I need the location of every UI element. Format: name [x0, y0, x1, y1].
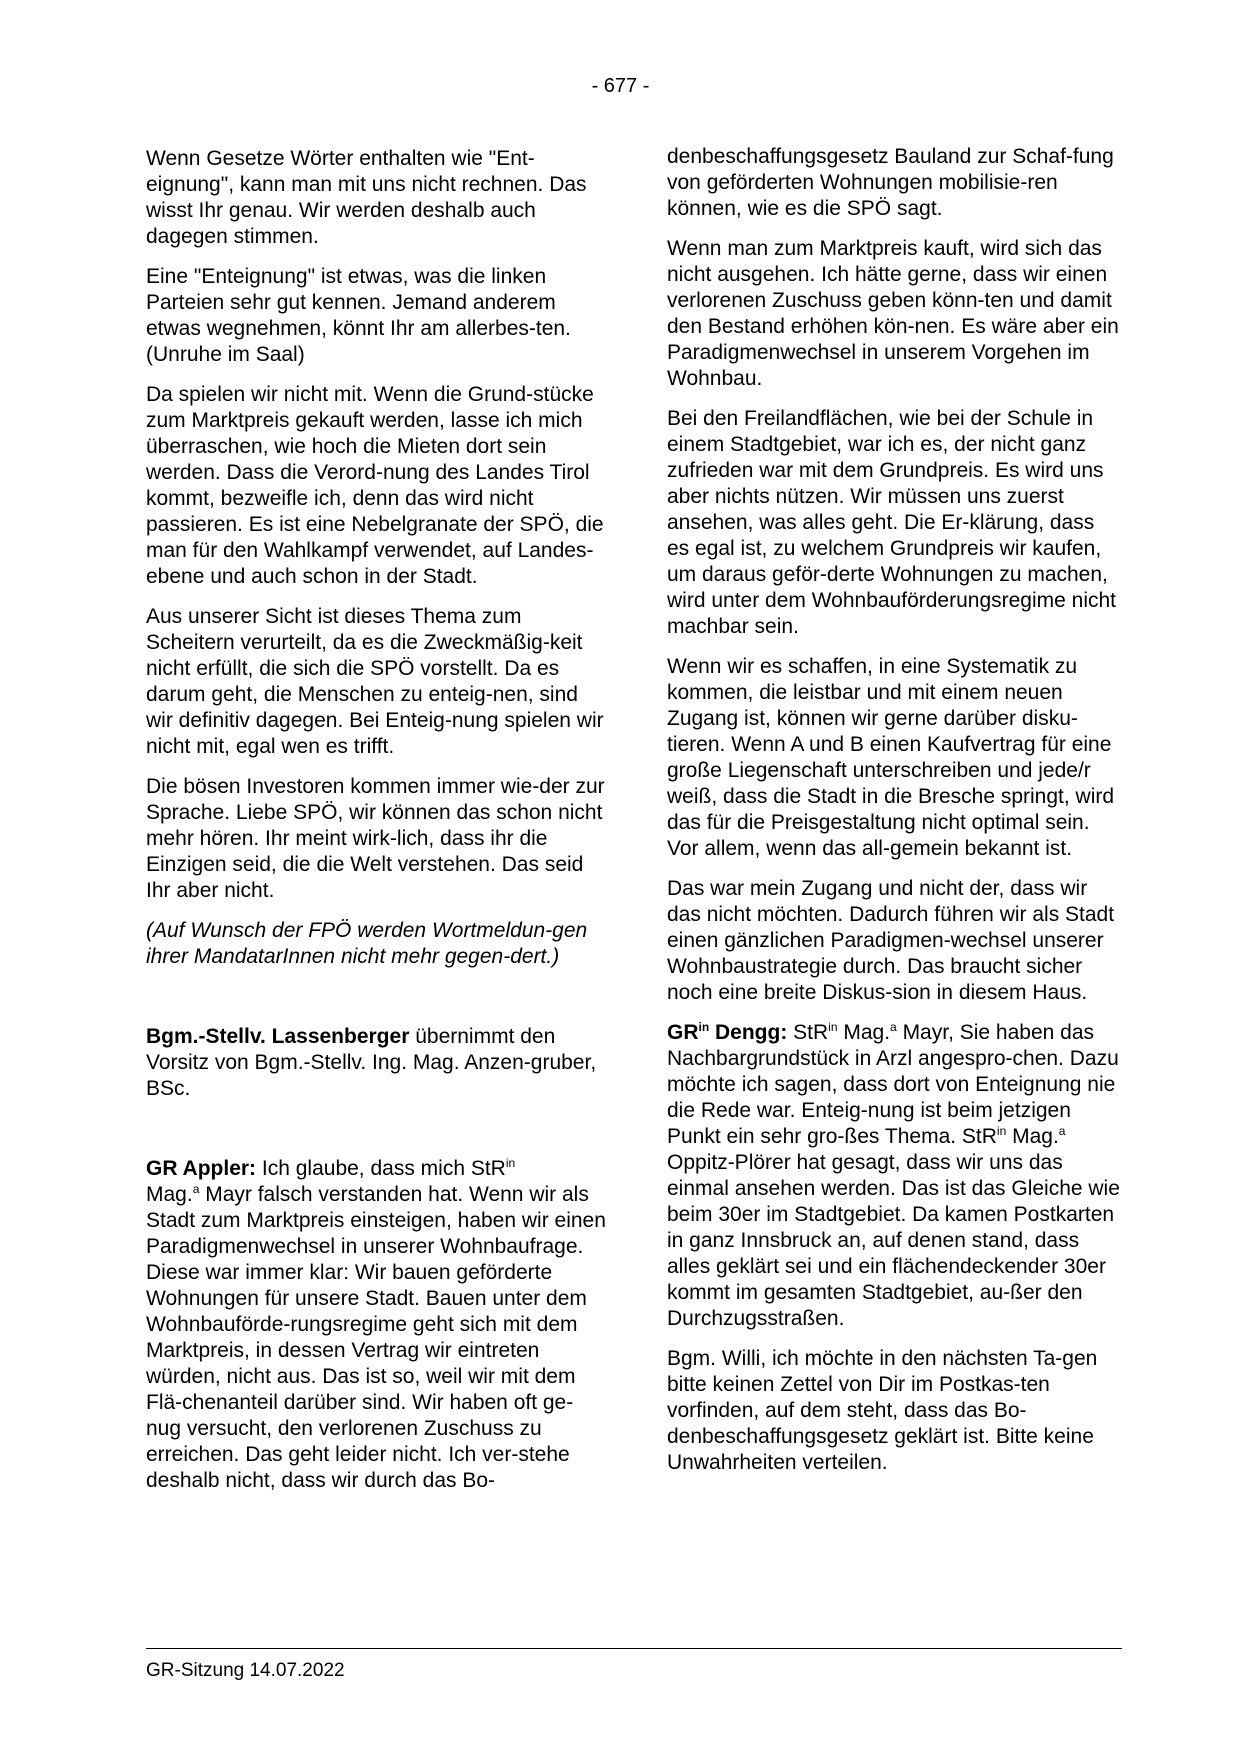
speech-appler: GR Appler: Ich glaube, dass mich StR$^{in}$ Mag.$^a$ Mayr falsch verstanden hat. Wenn wir als Stadt zum Marktpreis einsteigen, haben wir einen Paradigmenwechsel in unserer Wohnbaufrage. Diese war immer klar: Wir bauen geförderte Wohnungen für unsere Stadt. Bauen unter dem Wohnbauförde-rungsregime geht sich mit dem Marktpreis, in dessen Vertrag wir eintreten würden, nicht aus. Das ist so, weil wir mit dem Flä-chenanteil darüber sind. Wir haben oft ge-nug versucht, den verlorenen Zuschuss zu erreichen. Das geht leider nicht. Ich ver-stehe deshalb nicht, dass wir durch das Bo- — [146, 1156, 606, 1492]
italic-note: (Auf Wunsch der FPÖ werden Wortmeldun-gen ihrer MandatarInnen nicht mehr gegen-dert.) — [146, 919, 588, 968]
speaker-name: GR Appler: — [146, 1157, 257, 1180]
paragraph: Wenn wir es schaffen, in eine Systematik zu kommen, die leistbar und mit einem neuen Zugang ist, können wir gerne darüber disku-tieren. Wenn A und B einen Kaufvertrag für eine große Liegenschaft unterschreiben und jede/r weiß, dass die Stadt in die Bresche springt, wird das für die Preisgestaltung nicht optimal sein. Vor allem, wenn das all-gemein bekannt ist. — [667, 655, 1115, 860]
paragraph: Die bösen Investoren kommen immer wie-der zur Sprache. Liebe SPÖ, wir können das schon nicht mehr hören. Ihr meint wirk-lich, dass ihr die Einzigen seid, die die Welt verstehen. Das seid Ihr aber nicht. — [146, 775, 605, 902]
paragraph: Das war mein Zugang und nicht der, dass wir das nicht möchten. Dadurch führen wir als Stadt einen gänzlichen Paradigmen-wechsel unserer Wohnbaustrategie durch. Das braucht sicher noch eine breite Diskus-sion in diesem Haus. — [667, 877, 1115, 1004]
paragraph: Bgm. Willi, ich möchte in den nächsten Ta-gen bitte keinen Zettel von Dir im Postkas-ten vorfinden, auf dem steht, dass das Bo-denbeschaffungsgesetz geklärt ist. Bitte keine Unwahrheiten verteilen. — [667, 1347, 1098, 1474]
footer-divider — [146, 1648, 1122, 1649]
paragraph: Wenn man zum Marktpreis kauft, wird sich das nicht ausgehen. Ich hätte gerne, dass wir einen verlorenen Zuschuss geben könn-ten und damit den Bestand erhöhen kön-nen. Es wäre aber ein Paradigmenwechsel in unserem Vorgehen im Wohnbau. — [667, 237, 1119, 390]
speaker-name: Bgm.-Stellv. Lassenberger — [146, 1025, 410, 1048]
speech-dengg: $GR^{in}$ Dengg: StR$^{in}$ Mag.$^a$ Mayr, Sie haben das Nachbargrundstück in Arzl angespro-chen. Dazu möchte ich sagen, dass dort von Enteignung nie die Rede war. Enteig-nung ist beim jetzigen Punkt ein sehr gro-ßes Thema. StR$^{in}$ Mag.$^a$ Oppitz-Plörer hat gesagt, dass wir uns das einmal ansehen werden. Das ist das Gleiche wie beim 30er im Stadtgebiet. Da kamen Postkarten in ganz Innsbruck an, auf denen stand, dass alles geklärt sei und ein flächendeckender 30er kommt im gesamten Stadtgebiet, au-ßer den Durchzugsstraßen. — [667, 1020, 1120, 1330]
paragraph: Aus unserer Sicht ist dieses Thema zum Scheitern verurteilt, da es die Zweckmäßig-keit nicht erfüllt, die sich die SPÖ vorstellt. Da es darum geht, die Menschen zu enteig-nen, sind wir definitiv dagegen. Bei Enteig-nung spielen wir nicht mit, egal wen es trifft. — [146, 605, 604, 758]
paragraph: Da spielen wir nicht mit. Wenn die Grund-stücke zum Marktpreis gekauft werden, lasse ich mich überraschen, wie hoch die Mieten dort sein werden. Dass die Verord-nung des Landes Tirol kommt, bezweifle ich, denn das wird nicht passieren. Es ist eine Nebelgranate der SPÖ, die man für den Wahlkampf verwendet, auf Landes-ebene und auch schon in der Stadt. — [146, 383, 604, 588]
right-column — [667, 146, 1122, 1490]
footer-text: GR-Sitzung 14.07.2022 — [146, 1660, 345, 1681]
speaker-name: $GR^{in}$ Dengg: — [667, 1020, 788, 1044]
chair-change-paragraph: Bgm.-Stellv. Lassenberger übernimmt den Vorsitz von Bgm.-Stellv. Ing. Mag. Anzen-gruber, BSc. — [146, 1025, 597, 1100]
paragraph: Eine "Enteignung" ist etwas, was die linken Parteien sehr gut kennen. Jemand anderem etwas wegnehmen, könnt Ihr am allerbes-ten. (Unruhe im Saal) — [146, 265, 571, 366]
paragraph: Bei den Freilandflächen, wie bei der Schule in einem Stadtgebiet, war ich es, der nicht ganz zufrieden war mit dem Grundpreis. Es wird uns aber nichts nützen. Wir müssen uns zuerst ansehen, was alles geht. Die Er-klärung, dass es egal ist, zu welchem Grundpreis wir kaufen, um daraus geför-derte Wohnungen zu machen, wird unter dem Wohnbauförderungsregime nicht machbar sein. — [667, 407, 1117, 638]
left-column — [146, 146, 606, 1508]
page-number: - 677 - — [591, 75, 650, 97]
paragraph: Wenn Gesetze Wörter enthalten wie "Ent-eignung", kann man mit uns nicht rechnen. Das wisst Ihr genau. Wir werden deshalb auch dagegen stimmen. — [146, 147, 587, 248]
paragraph: denbeschaffungsgesetz Bauland zur Schaf-fung von geförderten Wohnungen mobilisie-ren können, wie es die SPÖ sagt. — [667, 145, 1114, 220]
